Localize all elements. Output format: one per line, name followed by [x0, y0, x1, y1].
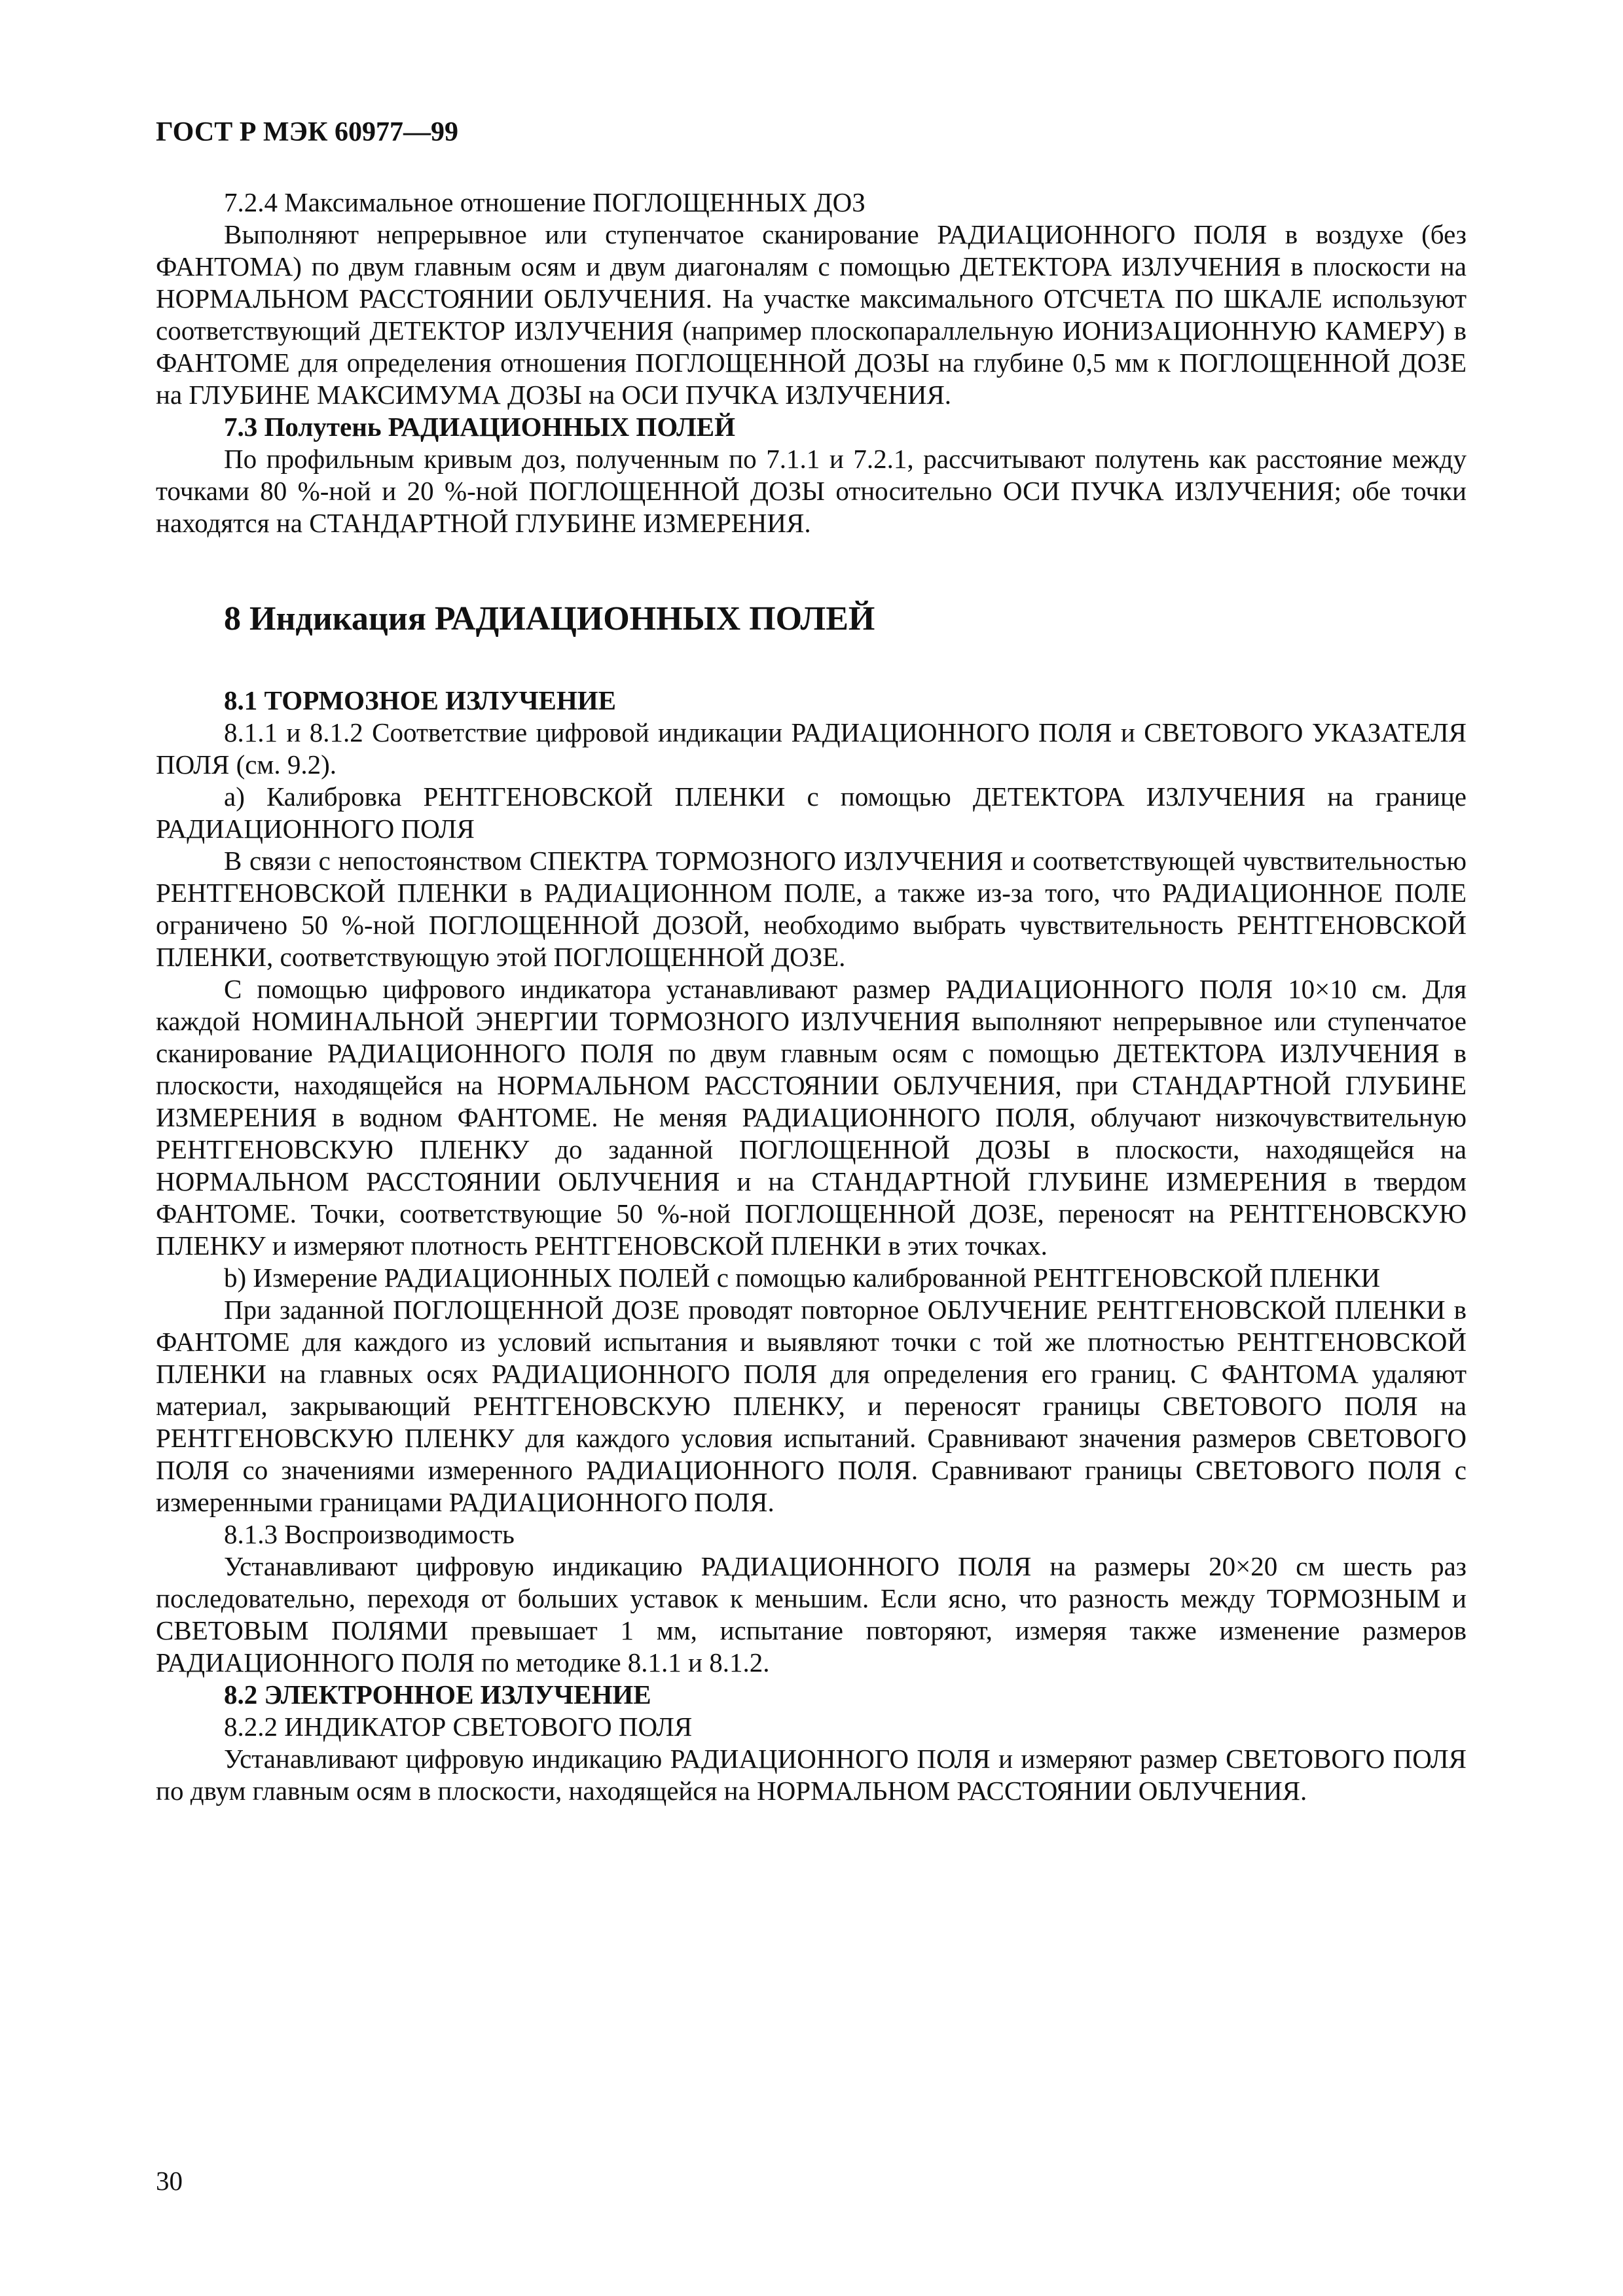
section-8-1-3-heading: 8.1.3 Воспроизводимость: [224, 1519, 515, 1549]
section-8-1-1-text: 8.1.1 и 8.1.2 Соответствие цифровой индикации РАДИАЦИОННОГО ПОЛЯ и СВЕТОВОГО УКАЗАТЕЛЯ ПОЛЯ (см. 9.2).: [156, 717, 1467, 780]
item-a-paragraph-2: С помощью цифрового индикатора устанавливают размер РАДИАЦИОННОГО ПОЛЯ 10×10 см. Для каждой НОМИНАЛЬНОЙ ЭНЕРГИИ ТОРМОЗНОГО ИЗЛУЧЕНИЯ выполняют непрерывное или ступенчатое сканирование РАДИАЦИОННОГО ПОЛЯ по двум главным осям с помощью ДЕТЕКТОРА ИЗЛУЧЕНИЯ в плоскости, находящейся на НОРМАЛЬНОМ РАССТОЯНИИ ОБЛУЧЕНИЯ, при СТАНДАРТНОЙ ГЛУБИНЕ ИЗМЕРЕНИЯ в водном ФАНТОМЕ. Не меняя РАДИАЦИОННОГО ПОЛЯ, облучают низкочувствительную РЕНТГЕНОВСКУЮ ПЛЕНКУ до заданной ПОГЛОЩЕННОЙ ДОЗЫ в плоскости, находящейся на НОРМАЛЬНОМ РАССТОЯНИИ ОБЛУЧЕНИЯ и на СТАНДАРТНОЙ ГЛУБИНЕ ИЗМЕРЕНИЯ в твердом ФАНТОМЕ. Точки, соответствующие 50 %-ной ПОГЛОЩЕННОЙ ДОЗЕ, переносят на РЕНТГЕНОВСКУЮ ПЛЕНКУ и измеряют плотность РЕНТГЕНОВСКОЙ ПЛЕНКИ в этих точках.: [156, 974, 1467, 1261]
item-a-heading: a) Калибровка РЕНТГЕНОВСКОЙ ПЛЕНКИ с помощью ДЕТЕКТОРА ИЗЛУЧЕНИЯ на границе РАДИАЦИОННОГО ПОЛЯ: [156, 781, 1467, 844]
section-8-title: 8 Индикация РАДИАЦИОННЫХ ПОЛЕЙ: [224, 600, 875, 637]
section-8-2-2-text: Устанавливают цифровую индикацию РАДИАЦИОННОГО ПОЛЯ и измеряют размер СВЕТОВОГО ПОЛЯ по двум главным осям в плоскости, находящейся на НОРМАЛЬНОМ РАССТОЯНИИ ОБЛУЧЕНИЯ.: [156, 1744, 1467, 1806]
item-a-paragraph-1: В связи с непостоянством СПЕКТРА ТОРМОЗНОГО ИЗЛУЧЕНИЯ и соответствующей чувствительностью РЕНТГЕНОВСКОЙ ПЛЕНКИ в РАДИАЦИОННОМ ПОЛЕ, а также из-за того, что РАДИАЦИОННОЕ ПОЛЕ ограничено 50 %-ной ПОГЛОЩЕННОЙ ДОЗОЙ, необходимо выбрать чувствительность РЕНТГЕНОВСКОЙ ПЛЕНКИ, соответствующую этой ПОГЛОЩЕННОЙ ДОЗЕ.: [156, 846, 1467, 972]
item-b-paragraph-1: При заданной ПОГЛОЩЕННОЙ ДОЗЕ проводят повторное ОБЛУЧЕНИЕ РЕНТГЕНОВСКОЙ ПЛЕНКИ в ФАНТОМЕ для каждого из условий испытания и выявляют точки с той же плотностью РЕНТГЕНОВСКОЙ ПЛЕНКИ на главных осях РАДИАЦИОННОГО ПОЛЯ для определения его границ. С ФАНТОМА удаляют материал, закрывающий РЕНТГЕНОВСКУЮ ПЛЕНКУ, и переносят границы СВЕТОВОГО ПОЛЯ на РЕНТГЕНОВСКУЮ ПЛЕНКУ для каждого условия испытаний. Сравнивают значения размеров СВЕТОВОГО ПОЛЯ со значениями измеренного РАДИАЦИОННОГО ПОЛЯ. Сравнивают границы СВЕТОВОГО ПОЛЯ с измеренными границами РАДИАЦИОННОГО ПОЛЯ.: [156, 1295, 1467, 1517]
section-7-3-heading: 7.3 Полутень РАДИАЦИОННЫХ ПОЛЕЙ: [224, 412, 735, 442]
item-b-heading: b) Измерение РАДИАЦИОННЫХ ПОЛЕЙ с помощью калиброванной РЕНТГЕНОВСКОЙ ПЛЕНКИ: [224, 1263, 1381, 1293]
page-number: 30: [156, 2166, 183, 2196]
section-8-1-3-text: Устанавливают цифровую индикацию РАДИАЦИОННОГО ПОЛЯ на размеры 20×20 см шесть раз последовательно, переходя от больших уставок к меньшим. Если ясно, что разность между ТОРМОЗНЫМ и СВЕТОВЫМ ПОЛЯМИ превышает 1 мм, испытание повторяют, измеряя также изменение размеров РАДИАЦИОННОГО ПОЛЯ по методике 8.1.1 и 8.1.2.: [156, 1551, 1467, 1677]
document-page: [156, 98, 1467, 2212]
section-8-2-heading: 8.2 ЭЛЕКТРОННОЕ ИЗЛУЧЕНИЕ: [224, 1679, 651, 1710]
section-7-3-text: По профильным кривым доз, полученным по 7.1.1 и 7.2.1, рассчитывают полутень как расстояние между точками 80 %-ной и 20 %-ной ПОГЛОЩЕННОЙ ДОЗЫ относительно ОСИ ПУЧКА ИЗЛУЧЕНИЯ; обе точки находятся на СТАНДАРТНОЙ ГЛУБИНЕ ИЗМЕРЕНИЯ.: [156, 444, 1467, 538]
section-7-2-4-text: Выполняют непрерывное или ступенчатое сканирование РАДИАЦИОННОГО ПОЛЯ в воздухе (без ФАНТОМА) по двум главным осям и двум диагоналям с помощью ДЕТЕКТОРА ИЗЛУЧЕНИЯ в плоскости на НОРМАЛЬНОМ РАССТОЯНИИ ОБЛУЧЕНИЯ. На участке максимального ОТСЧЕТА ПО ШКАЛЕ используют соответствующий ДЕТЕКТОР ИЗЛУЧЕНИЯ (например плоскопараллельную ИОНИЗАЦИОННУЮ КАМЕРУ) в ФАНТОМЕ для определения отношения ПОГЛОЩЕННОЙ ДОЗЫ на глубине 0,5 мм к ПОГЛОЩЕННОЙ ДОЗЕ на ГЛУБИНЕ МАКСИМУМА ДОЗЫ на ОСИ ПУЧКА ИЗЛУЧЕНИЯ.: [156, 219, 1467, 410]
document-code-header: ГОСТ Р МЭК 60977—99: [156, 117, 458, 147]
section-8-1-heading: 8.1 ТОРМОЗНОЕ ИЗЛУЧЕНИЕ: [224, 685, 617, 715]
section-8-2-2-heading: 8.2.2 ИНДИКАТОР СВЕТОВОГО ПОЛЯ: [224, 1712, 693, 1742]
section-7-2-4-heading: 7.2.4 Максимальное отношение ПОГЛОЩЕННЫХ ДОЗ: [224, 187, 866, 217]
